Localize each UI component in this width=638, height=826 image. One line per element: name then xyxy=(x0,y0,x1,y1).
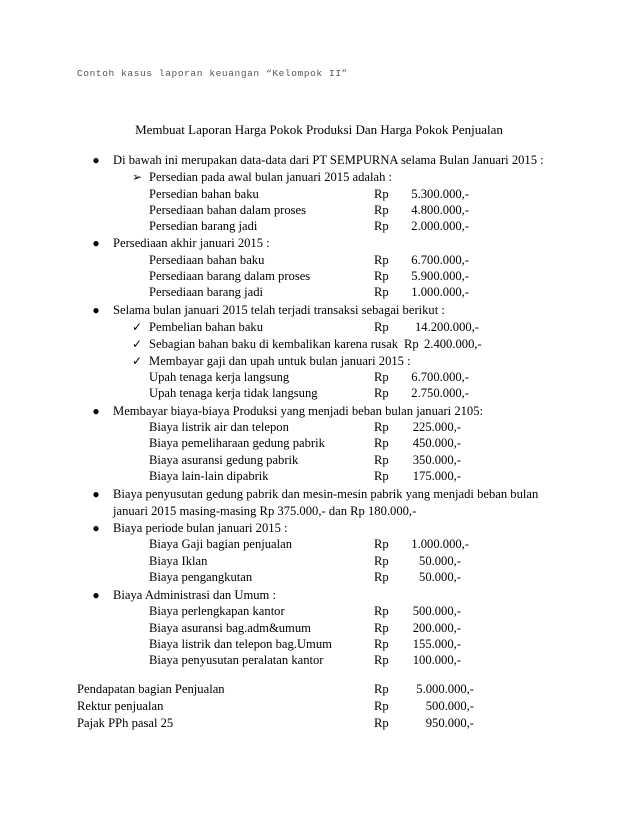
amount-row xyxy=(0,714,638,732)
row-label: Upah tenaga kerja tidak langsung xyxy=(149,386,318,400)
currency-label: Rp xyxy=(374,699,389,713)
row-amount: 50.000,- xyxy=(419,570,461,584)
line-text: Persediaan akhir januari 2015 : xyxy=(113,236,270,250)
currency-label: Rp xyxy=(374,637,389,651)
currency-label: Rp xyxy=(374,537,389,551)
row-amount: 1.000.000,- xyxy=(411,537,469,551)
row-label: Sebagian bahan baku di kembalikan karena rusak xyxy=(149,337,398,351)
check-icon: ✓ xyxy=(131,354,143,368)
row-label: Pajak PPh pasal 25 xyxy=(77,716,174,730)
currency-label: Rp xyxy=(374,203,389,217)
row-label: Biaya listrik dan telepon bag.Umum xyxy=(149,637,332,651)
line-text: Biaya penyusutan gedung pabrik dan mesin-mesin pabrik yang menjadi beban bulan xyxy=(113,487,539,501)
line-text: Persedian pada awal bulan januari 2015 adalah : xyxy=(149,170,393,184)
bullet-icon: ● xyxy=(92,404,100,418)
row-amount: 450.000,- xyxy=(412,436,461,450)
check-icon: ✓ xyxy=(131,337,143,351)
row-amount: 175.000,- xyxy=(412,469,461,483)
row-label: Biaya perlengkapan kantor xyxy=(149,604,285,618)
row-label: Biaya asuransi gedung pabrik xyxy=(149,453,299,467)
row-amount: 6.700.000,- xyxy=(411,370,469,384)
row-amount: 4.800.000,- xyxy=(411,203,469,217)
amount-row xyxy=(0,283,638,301)
bullet-icon: ● xyxy=(92,303,100,317)
amount-row xyxy=(0,568,638,586)
header-note: Contoh kasus laporan keuangan “Kelompok II” xyxy=(77,68,348,79)
bullet-icon: ● xyxy=(92,236,100,250)
currency-label: Rp xyxy=(374,716,389,730)
row-amount: 50.000,- xyxy=(419,554,461,568)
row-label: Biaya asuransi bag.adm&umum xyxy=(149,621,311,635)
bullet-icon: ● xyxy=(92,487,100,501)
row-amount: 5.900.000,- xyxy=(411,269,469,283)
bullet-icon: ● xyxy=(92,588,100,602)
document-title: Membuat Laporan Harga Pokok Produksi Dan Harga Pokok Penjualan xyxy=(135,122,503,137)
row-label: Biaya penyusutan peralatan kantor xyxy=(149,653,324,667)
line-text: Biaya Administrasi dan Umum : xyxy=(113,588,277,602)
arrow-bullet-icon: ➢ xyxy=(131,170,143,184)
row-label: Persedian barang jadi xyxy=(149,219,258,233)
continuation-line xyxy=(0,502,638,520)
currency-label: Rp xyxy=(374,219,389,233)
row-label: Rektur penjualan xyxy=(77,699,164,713)
row-amount: 6.700.000,- xyxy=(411,253,469,267)
row-amount: 1.000.000,- xyxy=(411,285,469,299)
line-text: Di bawah ini merupakan data-data dari PT SEMPURNA selama Bulan Januari 2015 : xyxy=(113,153,544,167)
amount-row xyxy=(0,680,638,698)
amount-row xyxy=(0,467,638,485)
row-label: Biaya Iklan xyxy=(149,554,208,568)
amount-row xyxy=(0,697,638,715)
row-amount: 950.000,- xyxy=(425,716,474,730)
row-amount: 155.000,- xyxy=(412,637,461,651)
line-text: Biaya periode bulan januari 2015 : xyxy=(113,521,288,535)
amount-row xyxy=(0,434,638,452)
row-amount: 14.200.000,- xyxy=(414,320,479,334)
row-label: Pembelian bahan baku xyxy=(149,320,264,334)
row-label: Persediaan bahan baku xyxy=(149,253,265,267)
row-label: Persediaan barang jadi xyxy=(149,285,263,299)
currency-label: Rp xyxy=(374,386,389,400)
row-amount: 2.400.000,- xyxy=(424,337,482,351)
row-amount: 200.000,- xyxy=(412,621,461,635)
currency-label: Rp xyxy=(374,320,389,334)
line-text: Membayar gaji dan upah untuk bulan januari 2015 : xyxy=(149,354,411,368)
amount-row xyxy=(0,384,638,402)
amount-row xyxy=(0,217,638,235)
currency-label: Rp xyxy=(374,621,389,635)
check-row xyxy=(0,335,638,353)
currency-label: Rp xyxy=(374,269,389,283)
row-label: Persediaan barang dalam proses xyxy=(149,269,311,283)
currency-label: Rp xyxy=(374,570,389,584)
currency-label: Rp xyxy=(374,253,389,267)
currency-label: Rp xyxy=(374,604,389,618)
bullet-icon: ● xyxy=(92,521,100,535)
row-amount: 2.000.000,- xyxy=(411,219,469,233)
arrow-line xyxy=(0,168,638,186)
currency-label: Rp xyxy=(374,370,389,384)
bullet-line xyxy=(0,151,638,169)
bullet-line xyxy=(0,234,638,252)
currency-label: Rp xyxy=(374,653,389,667)
check-icon: ✓ xyxy=(131,320,143,334)
currency-label: Rp xyxy=(374,285,389,299)
row-amount: 5.000.000,- xyxy=(416,682,474,696)
row-amount: 2.750.000,- xyxy=(411,386,469,400)
row-label: Pendapatan bagian Penjualan xyxy=(77,682,225,696)
bullet-icon: ● xyxy=(92,153,100,167)
row-label: Biaya listrik air dan telepon xyxy=(149,420,289,434)
currency-label: Rp xyxy=(374,436,389,450)
line-text: januari 2015 masing-masing Rp 375.000,- dan Rp 180.000,- xyxy=(113,504,417,518)
amount-row xyxy=(0,602,638,620)
amount-row xyxy=(0,535,638,553)
row-amount: 350.000,- xyxy=(412,453,461,467)
row-label: Biaya pengangkutan xyxy=(149,570,253,584)
check-row xyxy=(0,318,638,336)
row-label: Biaya pemeliharaan gedung pabrik xyxy=(149,436,325,450)
row-amount: 100.000,- xyxy=(412,653,461,667)
line-text: Selama bulan januari 2015 telah terjadi transaksi sebagai berikut : xyxy=(113,303,445,317)
currency-label: Rp xyxy=(374,469,389,483)
amount-row xyxy=(0,651,638,669)
currency-label: Rp xyxy=(404,337,419,351)
row-amount: 225.000,- xyxy=(412,420,461,434)
row-amount: 500.000,- xyxy=(425,699,474,713)
row-label: Persedian bahan baku xyxy=(149,187,259,201)
row-label: Upah tenaga kerja langsung xyxy=(149,370,290,384)
row-amount: 5.300.000,- xyxy=(411,187,469,201)
row-label: Biaya Gaji bagian penjualan xyxy=(149,537,293,551)
line-text: Membayar biaya-biaya Produksi yang menjadi beban bulan januari 2105: xyxy=(113,404,484,418)
currency-label: Rp xyxy=(374,682,389,696)
bullet-line xyxy=(0,485,638,503)
row-label: Persediaan bahan dalam proses xyxy=(149,203,307,217)
row-amount: 500.000,- xyxy=(412,604,461,618)
currency-label: Rp xyxy=(374,420,389,434)
row-label: Biaya lain-lain dipabrik xyxy=(149,469,269,483)
currency-label: Rp xyxy=(374,187,389,201)
currency-label: Rp xyxy=(374,453,389,467)
bullet-line xyxy=(0,301,638,319)
currency-label: Rp xyxy=(374,554,389,568)
